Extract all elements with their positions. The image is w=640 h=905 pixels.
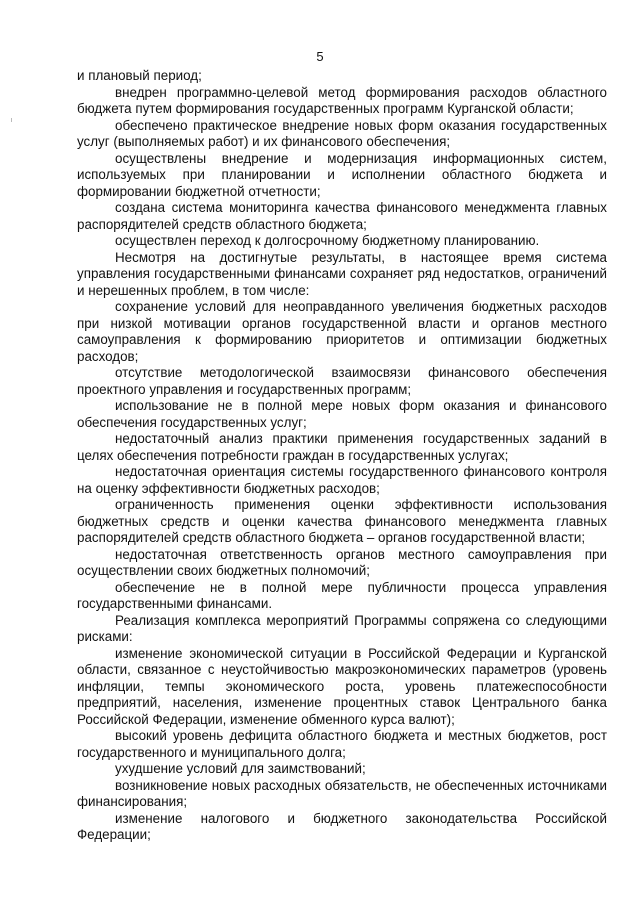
page-number: 5 <box>316 49 324 64</box>
paragraph: недостаточная ответственность органов местного самоуправления при осуществлении своих бюджетных полномочий; <box>77 546 607 578</box>
paragraph: высокий уровень дефицита областного бюджета и местных бюджетов, рост государственного и муниципального долга; <box>77 728 607 760</box>
paragraph: обеспечено практическое внедрение новых форм оказания государственных услуг (выполняемых работ) и их финансового обеспечения; <box>77 117 607 149</box>
paragraph: изменение экономической ситуации в Российской Федерации и Курганской области, связанное с неустойчивостью макроэкономических параметров (уровень инфляции, темпы экономического роста, уровень платежеспособности предприятий, населения, изменение процентных ставок Центрального банка Российской Федерации, изменение обменного курса валют); <box>77 645 607 727</box>
paragraph: ухудшение условий для заимствований; <box>115 761 366 776</box>
paragraph: ограниченность применения оценки эффективности использования бюджетных средств и оценки качества финансового менеджмента главных распорядителей средств областного бюджета – органов государственной власти; <box>77 497 607 545</box>
paragraph: осуществлен переход к долгосрочному бюджетному планированию. <box>115 233 540 248</box>
paragraph: осуществлены внедрение и модернизация информационных систем, используемых при планировании и исполнении областного бюджета и формировании бюджетной отчетности; <box>77 150 607 199</box>
paragraph: внедрен программно-целевой метод формирования расходов областного бюджета путем формирования государственных программ Курганской области; <box>77 84 607 116</box>
paragraph: недостаточная ориентация системы государственного финансового контроля на оценку эффективности бюджетных расходов; <box>77 464 607 496</box>
paragraph: изменение налогового и бюджетного законодательства Российской Федерации; <box>77 810 607 842</box>
paragraph: обеспечение не в полной мере публичности процесса управления государственными финансами. <box>77 579 607 611</box>
paragraph: Реализация комплекса мероприятий Программы сопряжена со следующими рисками: <box>77 612 607 644</box>
paragraph: Несмотря на достигнутые результаты, в настоящее время система управления государственными финансами сохраняет ряд недостатков, ограничений и нерешенных проблем, в том числе: <box>77 249 607 298</box>
paragraph: и плановый период; <box>77 68 202 83</box>
paragraph: отсутствие методологической взаимосвязи финансового обеспечения проектного управления и государственных программ; <box>77 365 607 397</box>
paragraph: сохранение условий для неоправданного увеличения бюджетных расходов при низкой мотивации органов государственной власти и органов местного самоуправления к формированию приоритетов и оптимизации бюджетных расходов; <box>77 299 607 364</box>
paragraph: использование не в полной мере новых форм оказания и финансового обеспечения государственных услуг; <box>77 398 607 430</box>
document-body <box>77 68 607 844</box>
paragraph: создана система мониторинга качества финансового менеджмента главных распорядителей средств областного бюджета; <box>77 200 607 232</box>
paragraph: недостаточный анализ практики применения государственных заданий в целях обеспечения потребности граждан в государственных услугах; <box>77 431 607 463</box>
scan-mark <box>11 118 12 122</box>
paragraph: возникновение новых расходных обязательств, не обеспеченных источниками финансирования; <box>77 777 607 809</box>
